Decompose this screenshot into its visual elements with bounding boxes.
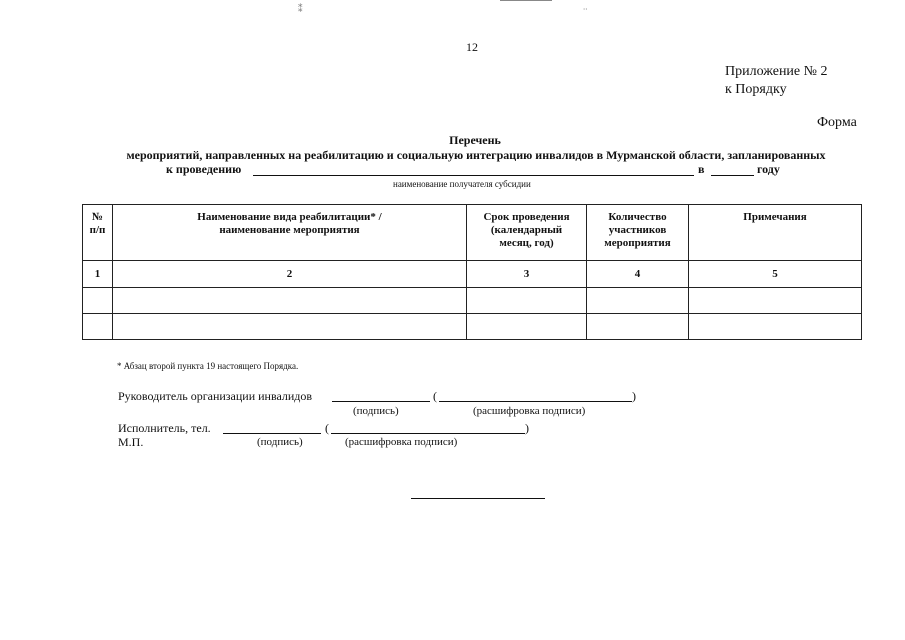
recipient-blank-line bbox=[253, 175, 694, 176]
page-number: 12 bbox=[466, 40, 478, 54]
head-decode-line[interactable] bbox=[439, 401, 632, 402]
executor-sign-caption: (подпись) bbox=[257, 436, 303, 448]
table-cell[interactable] bbox=[113, 288, 467, 314]
table-row bbox=[83, 314, 862, 340]
title-year-word: году bbox=[757, 162, 780, 176]
col-header-participants: Количество участников мероприятия bbox=[587, 205, 689, 261]
table-cell[interactable] bbox=[689, 314, 862, 340]
stamp-label: М.П. bbox=[118, 435, 144, 449]
scan-artifact-line bbox=[500, 0, 552, 1]
appendix-reference bbox=[725, 63, 828, 99]
table-cell[interactable] bbox=[467, 314, 587, 340]
table-cell[interactable] bbox=[113, 314, 467, 340]
form-label: Форма bbox=[817, 115, 857, 130]
title-prefix: к проведению bbox=[166, 162, 242, 176]
end-separator-line bbox=[411, 498, 545, 499]
scan-artifact: ∙∙ bbox=[583, 4, 588, 14]
col-number-3: 3 bbox=[467, 261, 587, 288]
open-paren: ( bbox=[433, 389, 437, 403]
head-sign-caption: (подпись) bbox=[353, 405, 399, 417]
appendix-line-2: к Порядку bbox=[725, 82, 787, 97]
executor-signature-line[interactable] bbox=[223, 433, 321, 434]
table-cell[interactable] bbox=[587, 288, 689, 314]
document-title: Перечень bbox=[449, 133, 501, 147]
title-line-3 bbox=[166, 162, 241, 177]
close-paren: ) bbox=[525, 421, 529, 435]
document-subtitle: мероприятий, направленных на реабилитацию и социальную интеграцию инвалидов в Мурманской области, запланированных bbox=[126, 148, 826, 162]
col-number-2: 2 bbox=[113, 261, 467, 288]
head-signature-line[interactable] bbox=[332, 401, 430, 402]
table-number-row bbox=[83, 261, 862, 288]
col-number-4: 4 bbox=[587, 261, 689, 288]
table-cell[interactable] bbox=[83, 314, 113, 340]
appendix-line-1: Приложение № 2 bbox=[725, 64, 828, 79]
events-table bbox=[82, 204, 862, 340]
head-label: Руководитель организации инвалидов bbox=[118, 389, 313, 403]
table-cell[interactable] bbox=[587, 314, 689, 340]
col-number-5: 5 bbox=[689, 261, 862, 288]
title-in-word: в bbox=[698, 162, 705, 176]
table-cell[interactable] bbox=[689, 288, 862, 314]
col-number-1: 1 bbox=[83, 261, 113, 288]
scan-artifact: ⁑ bbox=[298, 4, 303, 14]
col-header-notes: Примечания bbox=[689, 205, 862, 261]
year-blank-line bbox=[711, 175, 754, 176]
recipient-caption: наименование получателя субсидии bbox=[393, 179, 531, 189]
col-header-number: № п/п bbox=[83, 205, 113, 261]
col-header-event-name: Наименование вида реабилитации* / наименование мероприятия bbox=[113, 205, 467, 261]
table-header-row bbox=[83, 205, 862, 261]
table-row bbox=[83, 288, 862, 314]
footnote: * Абзац второй пункта 19 настоящего Порядка. bbox=[117, 361, 299, 371]
executor-label: Исполнитель, тел. bbox=[118, 421, 211, 435]
col-header-date: Срок проведения (календарный месяц, год) bbox=[467, 205, 587, 261]
table-cell[interactable] bbox=[83, 288, 113, 314]
close-paren: ) bbox=[632, 389, 636, 403]
executor-decode-caption: (расшифровка подписи) bbox=[345, 436, 458, 448]
executor-decode-line[interactable] bbox=[331, 433, 525, 434]
table-cell[interactable] bbox=[467, 288, 587, 314]
open-paren: ( bbox=[325, 421, 329, 435]
head-decode-caption: (расшифровка подписи) bbox=[473, 405, 586, 417]
